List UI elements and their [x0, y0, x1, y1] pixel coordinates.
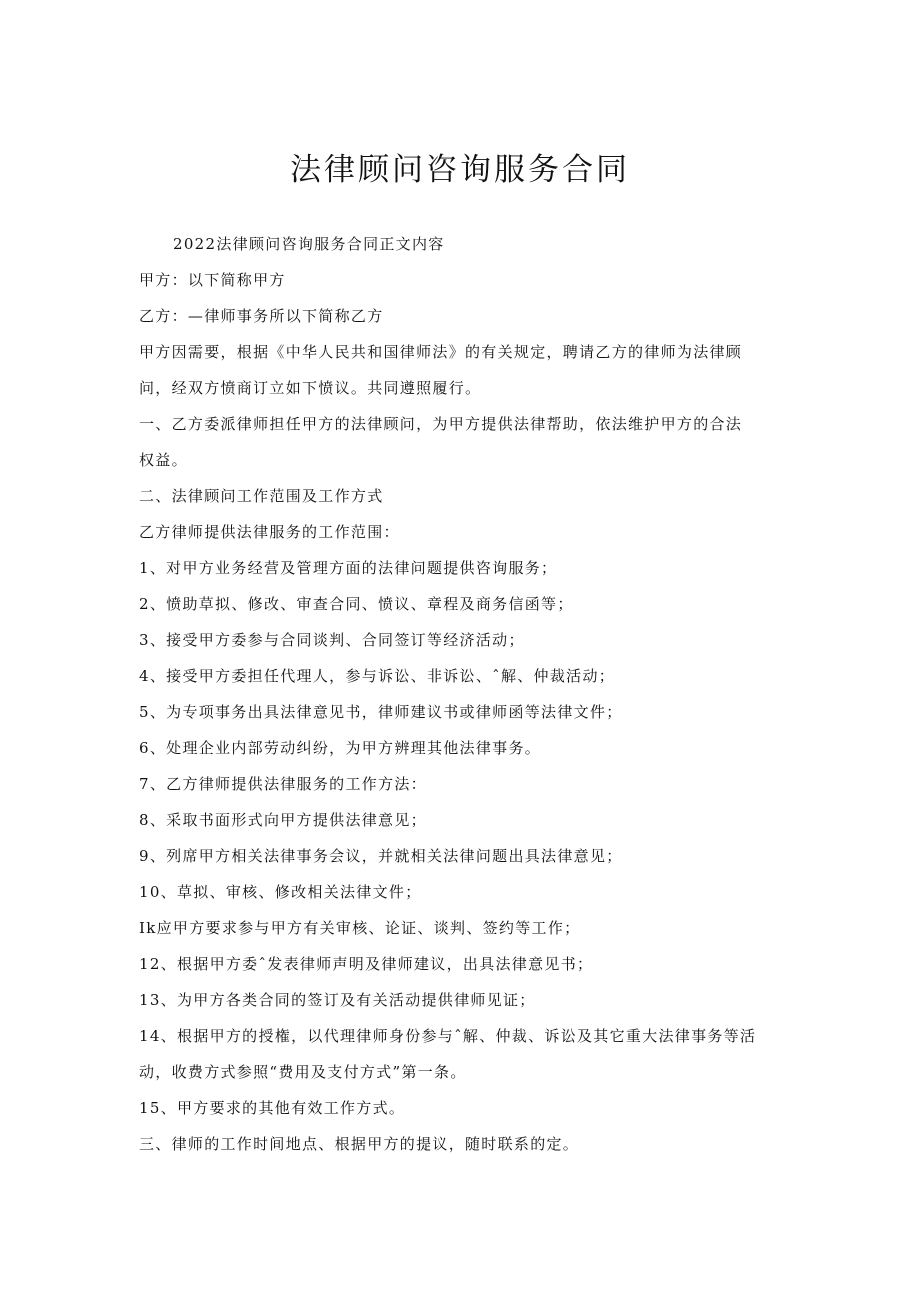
party-b-line: 乙方：—律师事务所以下简称乙方 [139, 307, 384, 325]
list-item-12: 12、根据甲方委ˆ发表律师声明及律师建议，出具法律意见书； [139, 955, 594, 973]
list-item-11: Ik应甲方要求参与甲方有关审核、论证、谈判、签约等工作； [139, 919, 581, 937]
list-item-3: 3、接受甲方委参与合同谈判、合同签订等经济活动； [139, 631, 525, 649]
article-1-line-2: 权益。 [139, 451, 188, 469]
list-item-14-line-2: 动，收费方式参照“费用及支付方式”第一条。 [139, 1063, 467, 1081]
list-item-9: 9、列席甲方相关法律事务会议，并就相关法律问题出具法律意见； [139, 847, 623, 865]
list-item-5: 5、为专项事务出具法律意见书，律师建议书或律师函等法律文件； [139, 703, 623, 721]
list-item-14-line-1: 14、根据甲方的授権，以代理律师身份参与ˆ解、仲裁、诉讼及其它重大法律事务等活 [139, 1027, 757, 1045]
list-item-4: 4、接受甲方委担任代理人，参与诉讼、非诉讼、ˆ解、仲裁活动； [139, 667, 616, 685]
party-a-line: 甲方：以下简称甲方 [139, 271, 286, 289]
list-item-1: 1、对甲方业务经营及管理方面的法律问题提供咨询服务； [139, 559, 558, 577]
preamble-line-2: 问，经双方愤商订立如下愤议。共同遵照履行。 [139, 379, 482, 397]
list-item-2: 2、愤助草拟、修改、审查合同、愤议、章程及商务信函等； [139, 595, 574, 613]
article-3-line: 三、律师的工作时间地点、根据甲方的提议，随时联系的定。 [139, 1135, 580, 1153]
list-item-15: 15、甲方要求的其他有效工作方式。 [139, 1099, 406, 1117]
list-item-7: 7、乙方律师提供法律服务的工作方法： [139, 775, 427, 793]
document-body [139, 226, 784, 1162]
document-subtitle: 2022法律顾问咨询服务合同正文内容 [173, 235, 445, 253]
list-item-8: 8、采取书面形式向甲方提供法律意见； [139, 811, 427, 829]
service-scope-heading: 乙方律师提供法律服务的工作范围： [139, 523, 400, 541]
list-item-6: 6、处理企业内部劳动纠纷，为甲方辨理其他法律事务。 [139, 739, 542, 757]
article-1-line-1: 一、乙方委派律师担任甲方的法律顾问，为甲方提供法律帮助，依法维护甲方的合法 [139, 415, 743, 433]
list-item-13: 13、为甲方各类合同的签订及有关活动提供律师见证； [139, 991, 536, 1009]
preamble-line-1: 甲方因需要，根据《中华人民共和国律师法》的有关规定，聘请乙方的律师为法律顾 [139, 343, 743, 361]
document-title: 法律顾问咨询服务合同 [290, 152, 630, 188]
list-item-10: 10、草拟、审核、修改相关法律文件； [139, 883, 422, 901]
article-2-heading: 二、法律顾问工作范围及工作方式 [139, 487, 384, 505]
